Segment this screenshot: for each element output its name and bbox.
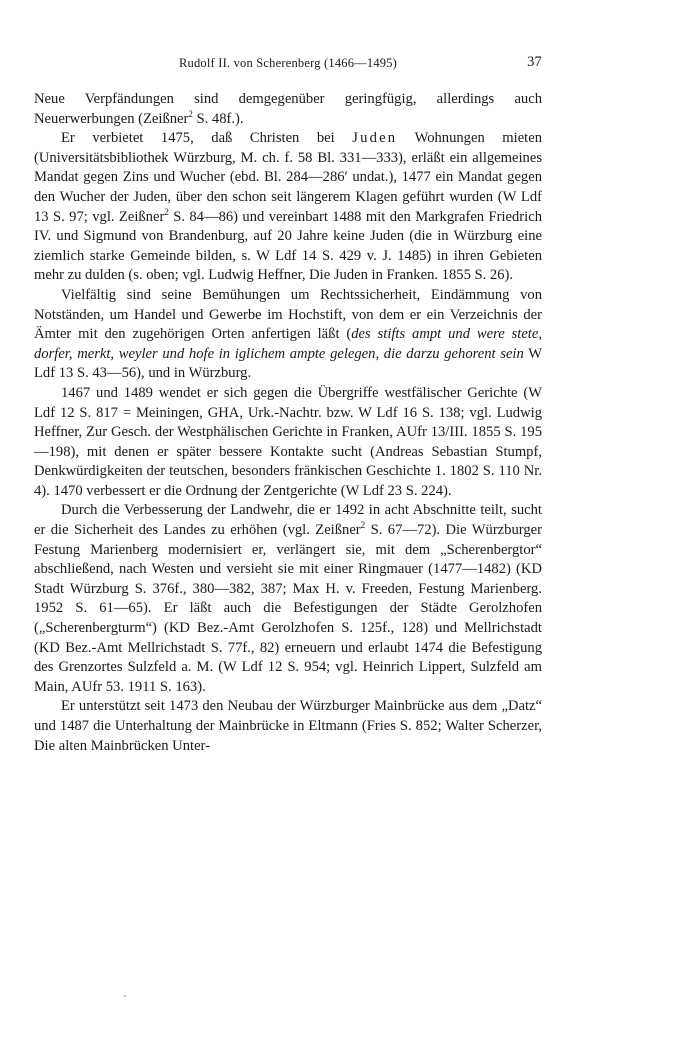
text-run: Neue Verpfändungen sind demgegenüber geringfügig, allerdings auch Neuerwerbungen (Zeißner — [34, 91, 542, 127]
paragraph-p5 — [34, 501, 542, 697]
paragraph-p6 — [34, 697, 542, 756]
paragraph-p3 — [34, 286, 542, 384]
text-run: Durch die Verbesserung der Landwehr, die er 1492 in acht Abschnitte teilt, sucht er die Sicherheit des Landes zu erhöhen (vgl. Zeißner — [34, 502, 542, 539]
page-number: 37 — [527, 54, 542, 70]
paragraph-p2 — [34, 129, 542, 286]
text-run: Er unterstützt seit 1473 den Neubau der Würzburger Mainbrücke aus dem „Datz“ und 1487 die Unterhaltung der Mainbrücke in Eltmann (Fries S. 852; Walter Scherzer, Die alten Mainbrücken Unter- — [34, 698, 542, 754]
text-run: 1467 und 1489 wendet er sich gegen die Übergriffe westfälischer Gerichte (W Ldf 12 S. 817 = Meiningen, GHA, Urk.-Nachtr. bzw. W Ldf 16 S. 138; vgl. Ludwig Heffner, Zur Gesch. der Westphälischen Gerichte in Franken, AUfr 13/III. 1855 S. 195—198), mit denen er später bessere Kontakte sucht (Andreas Sebastian Stumpf, Denkwürdigkeiten der teutschen, besonders fränkischen Geschichte 1. 1802 S. 110 Nr. 4). 1470 verbessert er die Ordnung der Zentgerichte (W Ldf 23 S. 224). — [34, 384, 542, 499]
text-run: S. 67—72). Die Würzburger Festung Marienberg modernisiert er, verlängert sie, mit dem „Scherenbergtor“ abschließend, nach Westen und versieht sie mit einer Ringmauer (1477—1482) (KD Stadt Würzburg S. 376f., 380—382, 387; Max H. v. Freeden, Festung Marienberg. 1952 S. 61—65). Er läßt auch die Befestigungen der Städte Gerolzhofen („Scherenbergturm“) (KD Bez.-Amt Gerolzhofen S. 125f., 128) und Mellrichstadt (KD Bez.-Amt Mellrichstadt S. 77f., 82) erneuern und erlaubt 1474 die Befestigung des Grenzortes Sulzfeld a. M. (W Ldf 12 S. 954; vgl. Heinrich Lippert, Sulzfeld am Main, AUfr 53. 1911 S. 163). — [34, 522, 542, 695]
scan-speck — [124, 995, 126, 997]
spaced-emphasis: Juden — [352, 130, 398, 147]
paragraph-p4 — [34, 384, 542, 502]
paragraph-p1 — [34, 90, 542, 129]
running-head-title: Rudolf II. von Scherenberg (1466—1495) — [178, 56, 398, 70]
italic-quotation: des stifts ampt und were stete, dorfer, merkt, weyler und hofe in iglichem ampte gelegen, die darzu gehorent sein — [34, 326, 542, 362]
book-page — [34, 56, 542, 756]
text-run: Wohnungen mieten (Universitätsbibliothek Würzburg, M. ch. f. 58 Bl. 331—333), erläßt ein allgemeines Mandat gegen Zins und Wucher (ebd. Bl. 284—286′ undat.), 1477 ein Mandat gegen den Wucher der Juden, über den schon seit längerem Klagen geführt wurden (W Ldf 13 S. 97; vgl. Zeißner — [34, 130, 542, 225]
superscript: 2 — [188, 108, 193, 119]
text-run: Vielfältig sind seine Bemühungen um Rechtssicherheit, Eindämmung von Notständen, um Handel und Gewerbe im Hochstift, von dem er ein Verzeichnis der Ämter mit den zugehörigen Orten anfertigen läßt ( — [34, 286, 542, 343]
text-run: S. 84—86) und vereinbart 1488 mit den Markgrafen Friedrich IV. und Sigmund von Brandenburg, auf 20 Jahre keine Juden (die in Würzburg eine ziemlich starke Gemeinde bilden, s. W Ldf 14 S. 429 v. J. 1485) in ihren Gebieten mehr zu dulden (s. oben; vgl. Ludwig Heffner, Die Juden in Franken. 1855 S. 26). — [34, 208, 542, 284]
body-text — [34, 90, 542, 756]
superscript: 2 — [164, 206, 169, 217]
text-run: Er verbietet 1475, daß Christen bei — [61, 130, 353, 147]
text-run: S. 48f.). — [192, 110, 244, 127]
running-head — [34, 56, 542, 78]
superscript: 2 — [360, 520, 366, 531]
text-run: W Ldf 13 S. 43—56), und in Würzburg. — [34, 345, 542, 382]
